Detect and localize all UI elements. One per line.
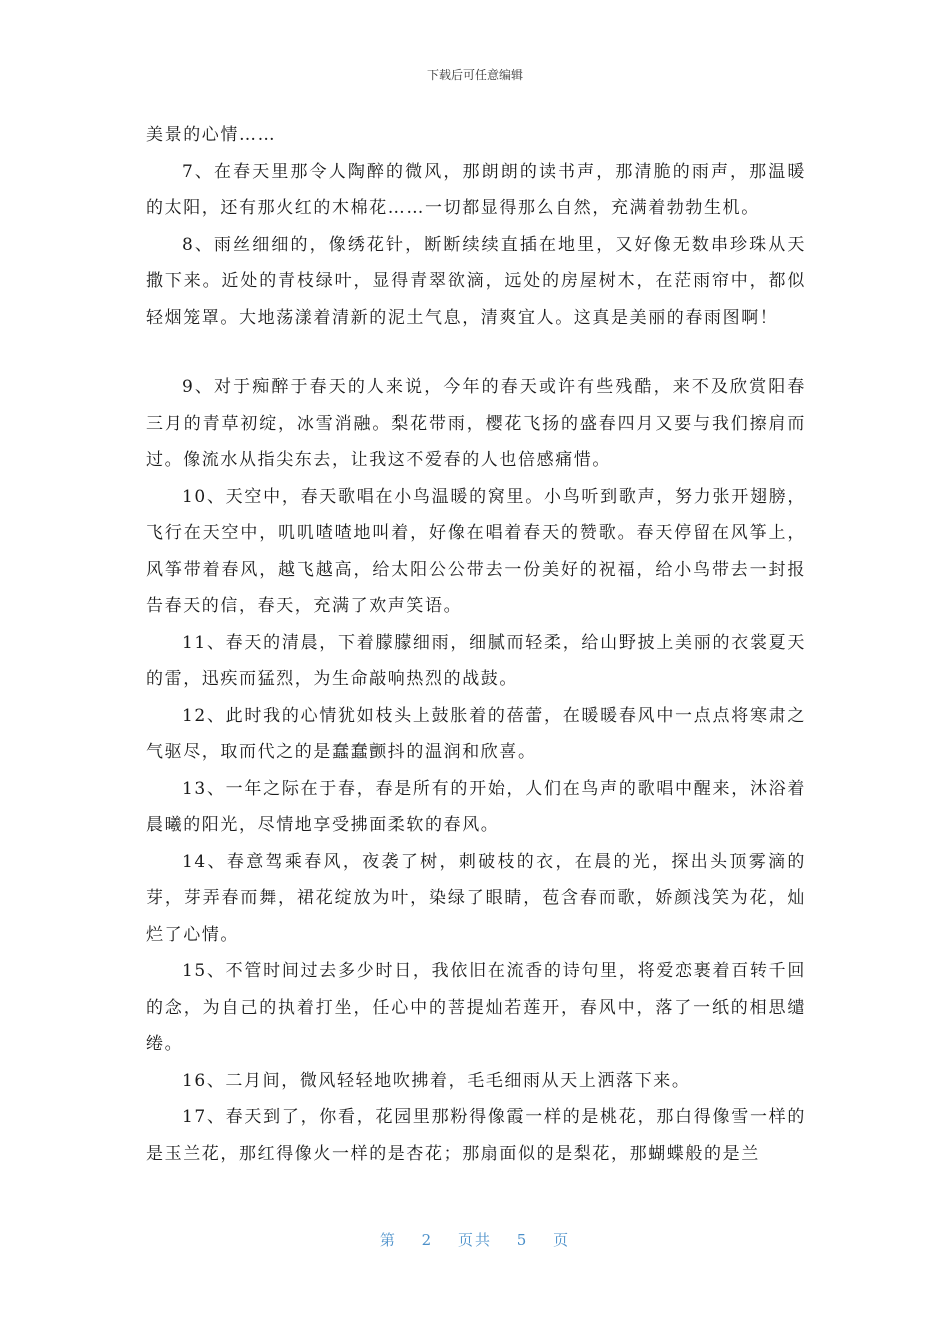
paragraph-16: 16、二月间，微风轻轻地吹拂着，毛毛细雨从天上洒落下来。 [182,1070,691,1091]
document-body [146,117,806,1172]
paragraph-9: 9、对于痴醉于春天的人来说，今年的春天或许有些残酷，来不及欣赏阳春三月的青草初绽，冰雪消融。梨花带雨，樱花飞扬的盛春四月又要与我们擦肩而过。像流水从指尖东去，让我这不爱春的人也倍感痛惜。 [146,377,806,470]
page-footer: 第 2 页共 5 页 [379,1231,571,1249]
paragraph-12: 12、此时我的心情犹如枝头上鼓胀着的蓓蕾，在暖暖春风中一点点将寒肃之气驱尽，取而代之的是蠢蠢颤抖的温润和欣喜。 [146,705,806,762]
paragraph-10: 10、天空中，春天歌唱在小鸟温暖的窝里。小鸟听到歌声，努力张开翅膀，飞行在天空中，叽叽喳喳地叫着，好像在唱着春天的赞歌。春天停留在风筝上，风筝带着春风，越飞越高，给太阳公公带去一份美好的祝福，给小鸟带去一封报告春天的信，春天，充满了欢声笑语。 [146,486,806,616]
paragraph-15: 15、不管时间过去多少时日，我依旧在流香的诗句里，将爱恋裹着百转千回的念，为自己的执着打坐，任心中的菩提灿若莲开，春风中，落了一纸的相思缱绻。 [146,961,806,1054]
paragraph-8: 8、雨丝细细的，像绣花针，断断续续直插在地里，又好像无数串珍珠从天撒下来。近处的青枝绿叶，显得青翠欲滴，远处的房屋树木，在茫雨帘中，都似轻烟笼罩。大地荡漾着清新的泥土气息，清爽宜人。这真是美丽的春雨图啊！ [146,234,806,328]
paragraph-17: 17、春天到了，你看，花园里那粉得像霞一样的是桃花，那白得像雪一样的是玉兰花，那红得像火一样的是杏花；那扇面似的是梨花，那蝴蝶般的是兰 [146,1107,806,1164]
paragraph-11: 11、春天的清晨，下着朦朦细雨，细腻而轻柔，给山野披上美丽的衣裳夏天的雷，迅疾而猛烈，为生命敲响热烈的战鼓。 [146,632,806,689]
paragraph-7: 7、在春天里那令人陶醉的微风，那朗朗的读书声，那清脆的雨声，那温暖的太阳，还有那火红的木棉花……一切都显得那么自然，充满着勃勃生机。 [146,161,806,218]
page-header: 下载后可任意编辑 [426,68,523,82]
paragraph-continuation: 美景的心情…… [146,125,277,145]
paragraph-14: 14、春意驾乘春风，夜袭了树，刺破枝的衣，在晨的光，探出头顶雾滴的芽，芽弄春而舞，裙花绽放为叶，染绿了眼睛，苞含春而歌，娇颜浅笑为花，灿烂了心情。 [146,851,806,945]
paragraph-13: 13、一年之际在于春，春是所有的开始，人们在鸟声的歌唱中醒来，沐浴着晨曦的阳光，尽情地享受拂面柔软的春风。 [146,778,806,835]
